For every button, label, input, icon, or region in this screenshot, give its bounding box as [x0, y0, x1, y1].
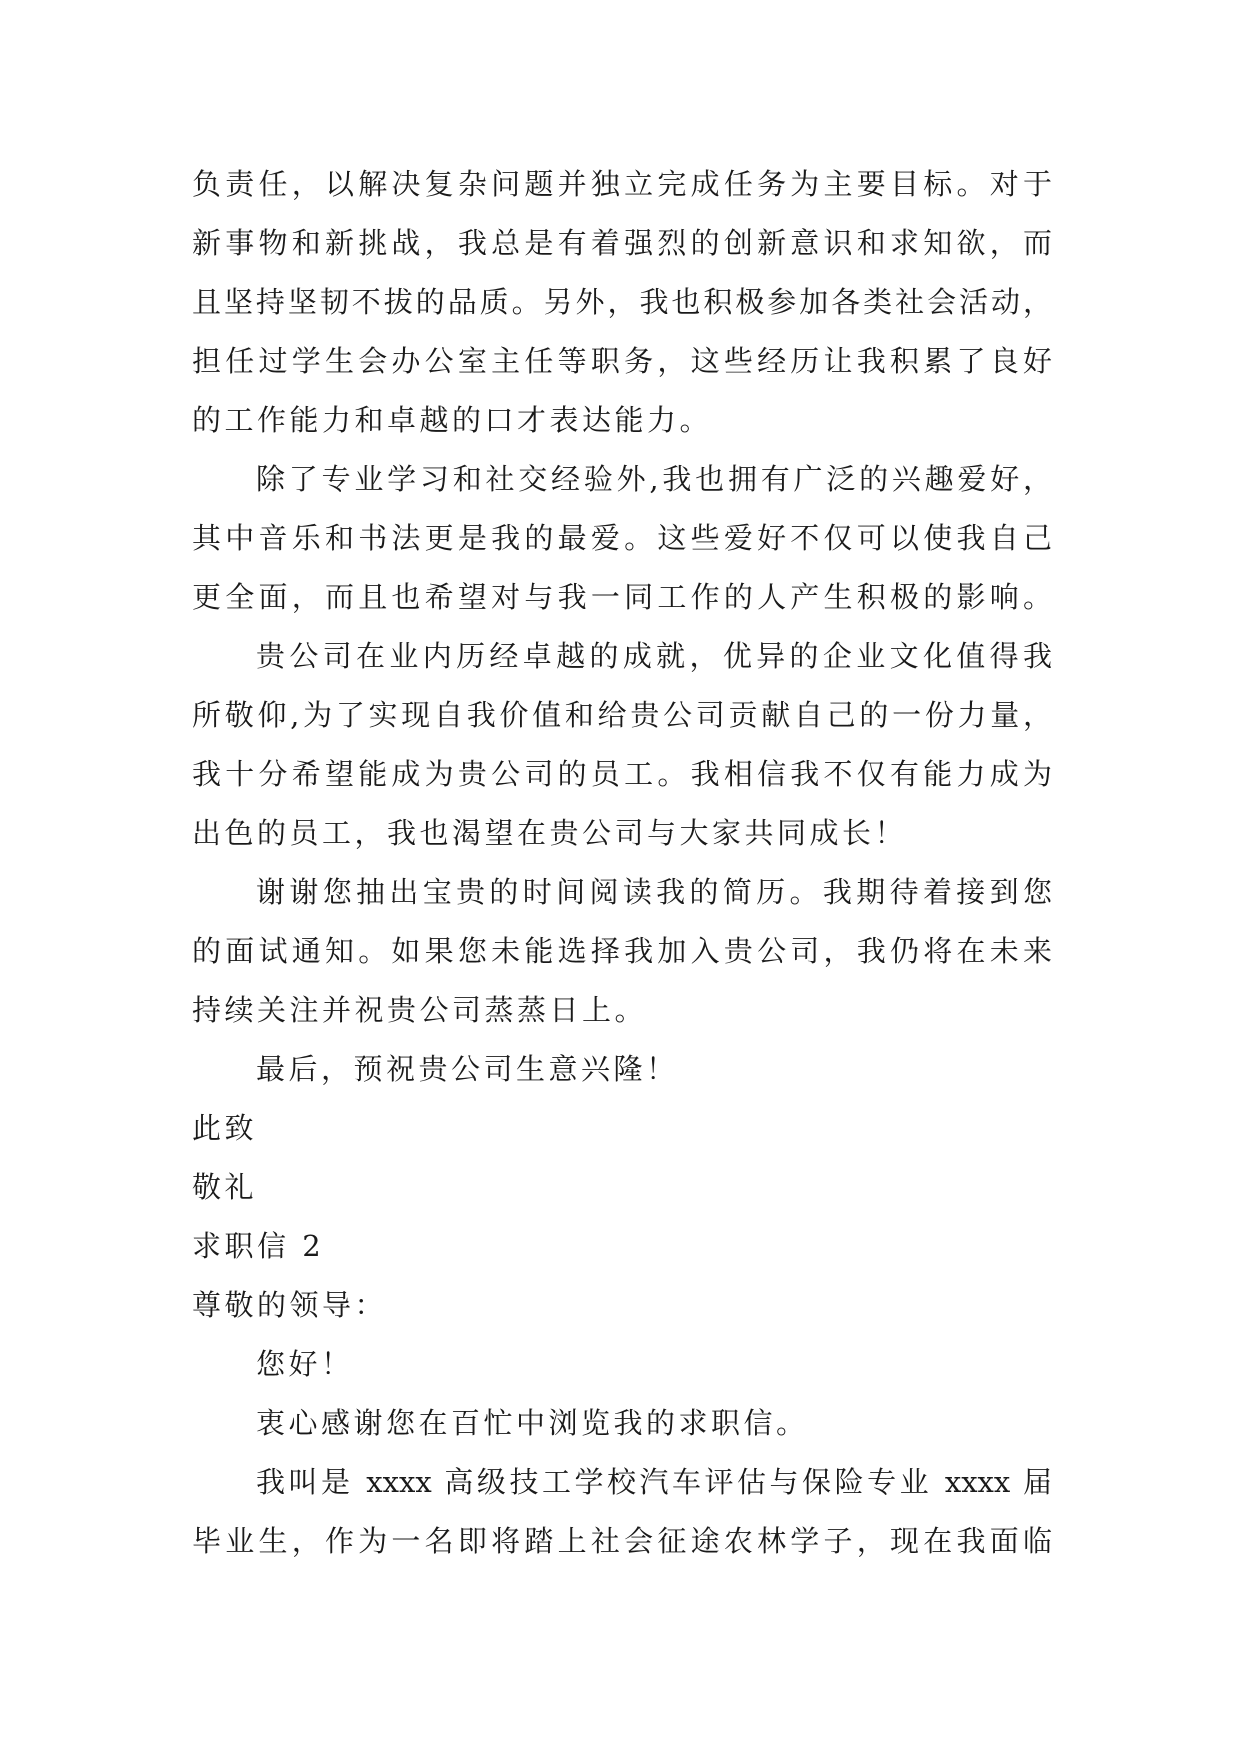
text-line: 衷心感谢您在百忙中浏览我的求职信。 [256, 1406, 809, 1440]
text-line: 毕业生，作为一名即将踏上社会征途农林学子，现在我面临 [192, 1524, 1052, 1558]
text-line: 更全面，而且也希望对与我一同工作的人产生积极的影响。 [192, 580, 1052, 614]
text-line: 所敬仰,为了实现自我价值和给贵公司贡献自己的一份力量， [192, 698, 1052, 732]
text-line: 谢谢您抽出宝贵的时间阅读我的简历。我期待着接到您 [256, 875, 1052, 909]
text-line: 此致 [192, 1111, 258, 1145]
text-line: 的面试通知。如果您未能选择我加入贵公司，我仍将在未来 [192, 934, 1052, 968]
text-line: 您好！ [256, 1347, 354, 1381]
text-line: 担任过学生会办公室主任等职务，这些经历让我积累了良好 [192, 344, 1052, 378]
text-line: 负责任，以解决复杂问题并独立完成任务为主要目标。对于 [192, 167, 1052, 201]
text-line: 且坚持坚韧不拔的品质。另外，我也积极参加各类社会活动， [192, 285, 1052, 319]
text-line: 贵公司在业内历经卓越的成就，优异的企业文化值得我 [256, 639, 1052, 673]
text-line: 出色的员工，我也渴望在贵公司与大家共同成长！ [192, 816, 908, 850]
text-line: 最后，预祝贵公司生意兴隆！ [256, 1052, 679, 1086]
text-line: 求职信 2 [192, 1229, 325, 1263]
text-line: 其中音乐和书法更是我的最爱。这些爱好不仅可以使我自己 [192, 521, 1052, 555]
text-line: 除了专业学习和社交经验外,我也拥有广泛的兴趣爱好， [256, 462, 1052, 496]
text-line: 持续关注并祝贵公司蒸蒸日上。 [192, 993, 648, 1027]
text-line: 我叫是 xxxx 高级技工学校汽车评估与保险专业 xxxx 届 [256, 1465, 1052, 1499]
text-line: 新事物和新挑战，我总是有着强烈的创新意识和求知欲，而 [192, 226, 1052, 260]
text-line: 的工作能力和卓越的口才表达能力。 [192, 403, 713, 437]
document-body [192, 155, 1052, 1571]
text-line: 尊敬的领导： [192, 1288, 388, 1322]
text-line: 敬礼 [192, 1170, 258, 1204]
text-line: 我十分希望能成为贵公司的员工。我相信我不仅有能力成为 [192, 757, 1052, 791]
